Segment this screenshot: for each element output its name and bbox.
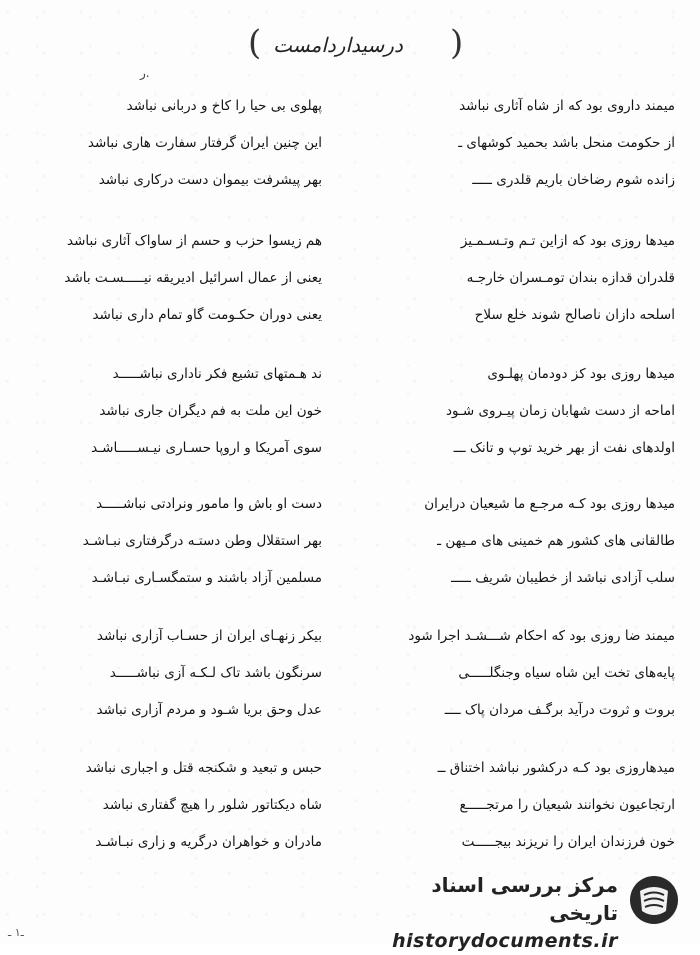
verse-line: ارتجاعیون نخوانند شیعیان را مرتجـــــع	[459, 797, 675, 813]
verse-line: دست او باش وا مامور ونرادتی نباشـــــد	[96, 496, 322, 512]
verse-line: سرنگون باشد تاک لـکـه آزی نباشـــــد	[109, 665, 322, 681]
verse-line: بیکر زنهـای ایران از حسـاب آزاری نباشد	[96, 628, 322, 644]
verse-line: اولدهای نفت از بهر خرید توپ و تانک ـــ	[453, 440, 675, 456]
verse-line: میدها روزی بود کز دودمان پهلـوی	[487, 366, 675, 382]
verse-line: یعنی از عمال اسرائیل ادیریقه نیـــــسـت باشد	[64, 270, 322, 286]
stanza-left-column	[22, 486, 322, 597]
page-title: ( درسیداردامست (	[258, 22, 418, 68]
stanza-4	[0, 486, 700, 596]
margin-marks: ـ۱ ـ	[8, 926, 24, 939]
verse-line: سلب آزادی نباشد از خطیبان شریف ـــــ	[451, 570, 675, 586]
verse-line: سوی آمریکا و اروپا حسـاری نیـســـــاشـد	[91, 440, 322, 456]
watermark-org-name: مرکز بررسی اسناد تاریخی	[431, 873, 618, 925]
verse-line: هم زیسوا حزب و حسم از ساواک آثاری نباشد	[67, 233, 322, 249]
stanza-3	[0, 356, 700, 466]
verse-line: خون فرزندان ایران را نریزند بیجـــــت	[461, 834, 675, 850]
verse-line: میدها روزی بود که ازاین تـم وتـسـمـیز	[460, 233, 675, 249]
watermark-url: historydocuments.ir	[392, 930, 618, 952]
verse-line: اماحه از دست شهابان زمان پیـروی شـود	[445, 403, 675, 419]
stanza-1	[0, 88, 700, 198]
verse-line: طالقانی های کشور هم خمینی های مـیهن ـ	[437, 533, 675, 549]
verse-line: مسلمین آزاد باشند و ستمگسـاری نبـاشـد	[91, 570, 322, 586]
watermark-text	[382, 871, 618, 955]
stanza-right-column	[375, 223, 675, 334]
stanza-5	[0, 618, 700, 728]
verse-line: از حکومت منحل باشد بحمید کوشهای ـ	[458, 135, 675, 151]
stanza-6	[0, 750, 700, 860]
watermark	[382, 869, 682, 952]
verse-line: مادران و خواهران درگریه و زاری نبـاشـد	[95, 834, 322, 850]
verse-line: اسلحه دازان ناصالح شوند خلع سلاح	[474, 307, 675, 323]
header-mark: ر.	[140, 66, 150, 80]
stanza-right-column	[375, 750, 675, 861]
verse-line: بروت و ثروت درآید برگـف مردان پاک ــــ	[444, 702, 675, 718]
verse-line: این چنین ایران گرفتار سفارت هاری نباشد	[87, 135, 322, 151]
stanza-right-column	[375, 486, 675, 597]
stanza-2	[0, 223, 700, 333]
stanza-left-column	[22, 356, 322, 467]
verse-line: پایه‌های تخت این شاه سیاه وجنگلـــــی	[458, 665, 675, 681]
stanza-left-column	[22, 618, 322, 729]
verse-line: پهلوی بی حیا را کاخ و دربانی نباشد	[126, 98, 322, 114]
verse-line: زانده شوم رضاخان باریم قلدری ـــــ	[472, 172, 675, 188]
verse-line: قلدران قدازه بندان تومـسران خارجـه	[466, 270, 675, 286]
verse-line: بهر استقلال وطن دستـه درگرفتاری نبـاشـد	[82, 533, 322, 549]
stanza-right-column	[375, 88, 675, 199]
document-roll-logo-icon	[626, 873, 682, 927]
verse-line: بهر پیشرفت بیموان دست درکاری نباشد	[98, 172, 322, 188]
stanza-right-column	[375, 618, 675, 729]
verse-line: یعنی دوران حکـومت گاو تمام داری نباشد	[92, 307, 322, 323]
stanza-left-column	[22, 750, 322, 861]
verse-line: ند هـمتهای تشیع فکر ناداری نباشـــــد	[112, 366, 322, 382]
verse-line: شاه دیکتاتور شلور را هیچ گفتاری نباشد	[102, 797, 322, 813]
verse-line: میمند داروی بود که از شاه آثاری نباشد	[459, 98, 675, 114]
stanza-right-column	[375, 356, 675, 467]
verse-line: میدها روزی بود کـه مرجـع ما شیعیان درایران	[424, 496, 675, 512]
verse-line: میمند ضا روزی بود که احکام شـــشـد اجرا شود	[408, 628, 675, 644]
verse-line: عدل وحق بریا شـود و مردم آزاری نباشد	[96, 702, 322, 718]
verse-line: حبس و تبعید و شکنجه قتل و اجباری نباشد	[85, 760, 322, 776]
stanza-left-column	[22, 88, 322, 199]
verse-line: میدهاروزی بود کـه درکشور نباشد اختناق ــ	[437, 760, 675, 776]
verse-line: خون این ملت به فم دیگران جاری نباشد	[99, 403, 322, 419]
stanza-left-column	[22, 223, 322, 334]
